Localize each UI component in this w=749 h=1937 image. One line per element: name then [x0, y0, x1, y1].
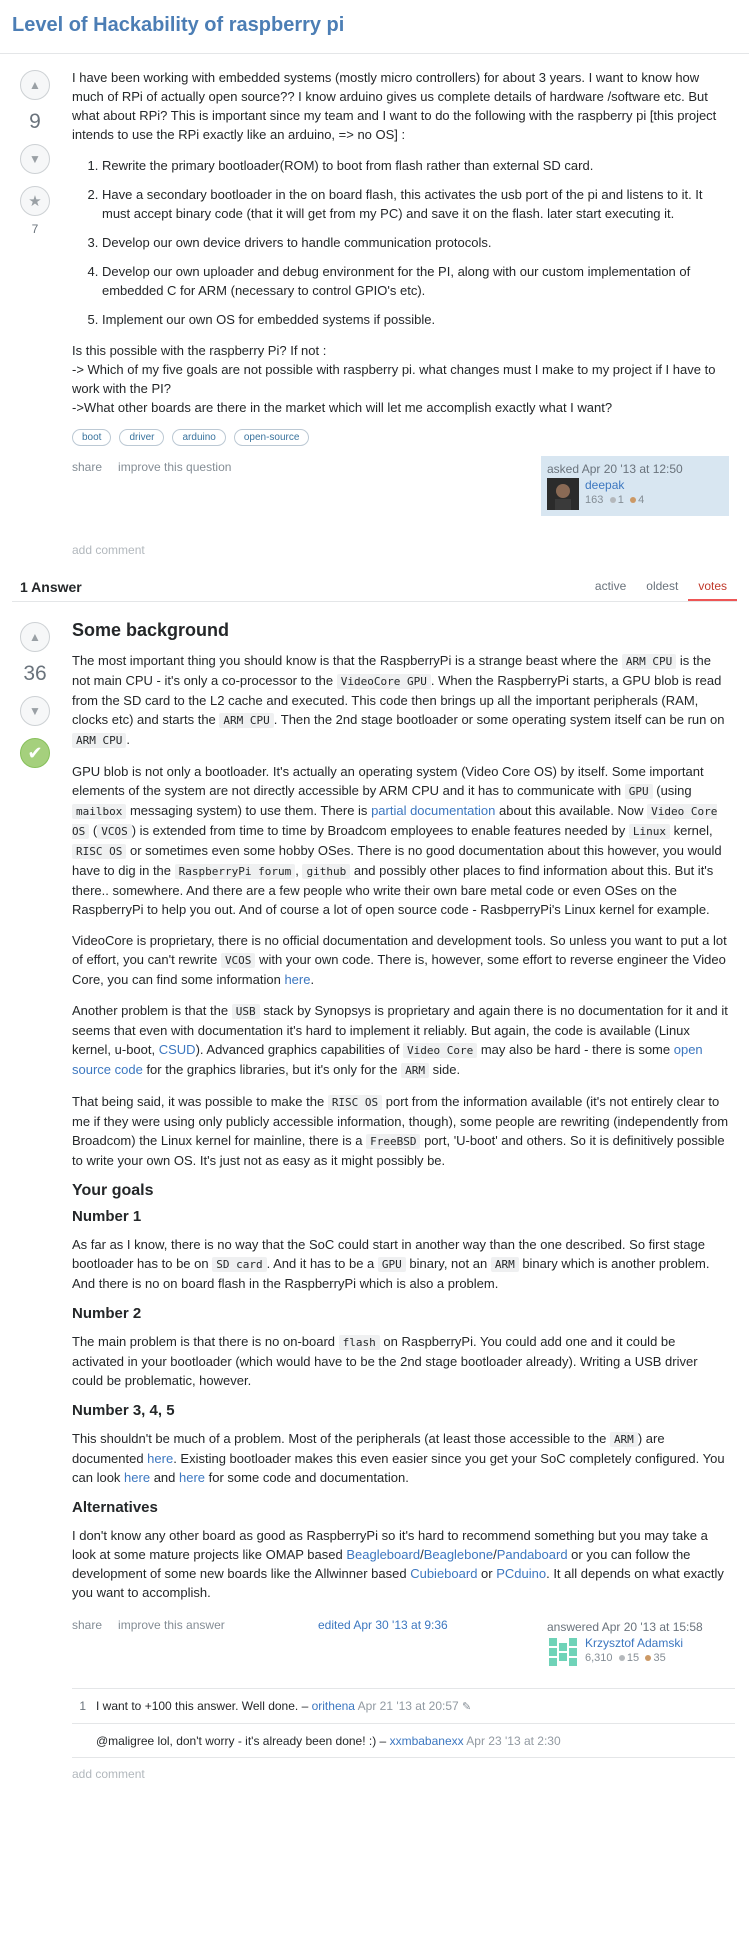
- answer-paragraph: GPU blob is not only a bootloader. It's actually an operating system (Video Core OS) by itself. Some important elements of the system are not directly accessible by ARM CPU and it has to communicate with GPU (using mailbox messaging system) to use them. There is partial documentation about this available. Now Video Core OS ( VCOS ) is extended from time to time by Broadcom employees to enable features needed by Linux kernel, RISC OS or sometimes even some hobby OSes. There is no good documentation about this however, you would have to dig in the RaspberryPi forum , github and possibly other places to find information about this. But it's there.. somewhere. And there are a few people who write their own bare metal code or even OSes on the RaspberryPi to help you out. And of course a lot of open source code - RasbperryPi's Linux kernel for example.: [72, 764, 722, 917]
- tab-active[interactable]: active: [594, 579, 627, 593]
- add-comment-link[interactable]: add comment: [72, 543, 145, 557]
- answer-add-comment-row: [72, 1757, 735, 1781]
- bronze-badge-icon: [630, 497, 636, 503]
- answer-vote-cell: [12, 620, 58, 1674]
- avatar[interactable]: [547, 1636, 579, 1668]
- goal-item: 1. Rewrite the primary bootloader(ROM) to boot from flash rather than external SD card.: [102, 156, 729, 175]
- vote-count: 9: [29, 110, 41, 133]
- pandaboard-link[interactable]: Pandaboard: [496, 1547, 568, 1562]
- tag-driver[interactable]: driver: [119, 429, 164, 446]
- pcduino-link[interactable]: PCduino: [496, 1566, 547, 1581]
- question-post: [0, 54, 749, 579]
- comment-date: Apr 23 '13 at 2:30: [466, 1734, 561, 1748]
- user-row: [547, 1636, 723, 1668]
- tag-list: [72, 429, 729, 446]
- tab-oldest[interactable]: oldest: [646, 579, 679, 593]
- comment-user-link[interactable]: orithena: [311, 1699, 355, 1713]
- downvote-button[interactable]: [20, 144, 50, 174]
- heading-number-3-4-5: Number 3, 4, 5: [72, 1402, 175, 1419]
- beaglebone-link[interactable]: Beaglebone: [423, 1547, 494, 1562]
- silver-count: 15: [626, 1652, 640, 1664]
- goal-item: 3. Develop our own device drivers to handle communication protocols.: [102, 233, 729, 252]
- user-link[interactable]: deepak: [585, 478, 625, 492]
- heading-some-background: Some background: [72, 620, 230, 640]
- user-details: [585, 1636, 683, 1664]
- upvote-button[interactable]: [20, 70, 50, 100]
- arrow-down-icon: ▼: [29, 704, 41, 718]
- tab-votes[interactable]: votes: [688, 579, 737, 601]
- answer-paragraph: I don't know any other board as good as RaspberryPi so it's hard to recommend something but you may take a look at some mature projects like OMAP based Beagleboard/Beaglebone/Pandaboard or you can follow the development of some new boards like the Allwinner based Cubieboard or PCduino. It all depends on what exactly you want to accomplish.: [72, 1528, 724, 1600]
- comment-score: [72, 1733, 86, 1749]
- question-title[interactable]: Level of Hackability of raspberry pi: [0, 0, 749, 54]
- silver-badge-icon: [619, 1655, 625, 1661]
- downvote-button[interactable]: [20, 696, 50, 726]
- question-meta: [72, 456, 729, 516]
- share-link[interactable]: share: [72, 1618, 103, 1632]
- upvote-button[interactable]: [20, 622, 50, 652]
- goal-item: 5. Implement our own OS for embedded systems if possible.: [102, 310, 729, 329]
- question-outro: Is this possible with the raspberry Pi? If not : -> Which of my five goals are not possible with raspberry pi. what changes must I make to my project if I have to work with the PI? ->What other boards are there in the market which will let me accomplish exactly what I want?: [72, 343, 716, 415]
- accepted-answer-icon: ✔: [20, 738, 50, 768]
- favorite-button[interactable]: [20, 186, 50, 216]
- avatar[interactable]: [547, 478, 579, 510]
- sort-tabs: [585, 579, 737, 601]
- comment-user-link[interactable]: xxmbabanexx: [389, 1734, 464, 1748]
- add-comment-link[interactable]: add comment: [72, 1767, 145, 1781]
- question-vote-cell: [12, 68, 58, 579]
- here-link[interactable]: here: [124, 1470, 151, 1485]
- question-add-comment-row: [72, 516, 729, 579]
- question-actions: [72, 456, 231, 474]
- silver-count: 1: [617, 494, 624, 506]
- improve-question-link[interactable]: improve this question: [118, 460, 232, 474]
- comment-score: 1: [79, 1699, 86, 1713]
- user-link[interactable]: Krzysztof Adamski: [584, 1636, 684, 1650]
- answer-body: [58, 620, 737, 1674]
- csud-link[interactable]: CSUD: [158, 1042, 196, 1057]
- comment-date: Apr 21 '13 at 20:57: [357, 1699, 459, 1713]
- edited-link[interactable]: edited Apr 30 '13 at 9:36: [318, 1618, 448, 1632]
- answer-meta: [72, 1614, 729, 1674]
- user-row: [547, 478, 723, 510]
- goal-item: 4. Develop our own uploader and debug environment for the PI, along with our custom implementation of embedded C for ARM (necessary to control GPIO's etc).: [102, 262, 729, 300]
- answer-paragraph: VideoCore is proprietary, there is no official documentation and development tools. So unless you want to put a lot of effort, you can't rewrite VCOS with your own code. There is, however, some effort to reverse engineer the Video Core, you can find some information here.: [72, 933, 727, 987]
- goal-item: 2. Have a secondary bootloader in the on board flash, this activates the usb port of the pi and listens to it. It must accept binary code (that it will get from my PC) and save it on the flash. later start executing it.: [102, 185, 729, 223]
- bronze-badge-icon: [645, 1655, 651, 1661]
- asker-card: [541, 456, 729, 516]
- share-link[interactable]: share: [72, 460, 103, 474]
- here-link[interactable]: here: [179, 1470, 206, 1485]
- comment-body: I want to +100 this answer. Well done. – orithena Apr 21 '13 at 20:57 ✎: [96, 1699, 472, 1713]
- answer-paragraph: That being said, it was possible to make the RISC OS port from the information available (it's not entirely clear to me if they were using only publicly accessible information, though), some people are rewriting (independently from Broadcom) the Linux kernel for mainline, there is a FreeBSD port, 'U-boot' and others. So it is definitively possible to write your own OS. It's just not as easy as it might possibly be.: [72, 1094, 729, 1168]
- beagleboard-link[interactable]: Beagleboard: [346, 1547, 421, 1562]
- reputation: 6,310: [584, 1652, 613, 1664]
- answer-actions: [72, 1614, 225, 1632]
- comment: [72, 1688, 735, 1723]
- comment-list: [72, 1688, 735, 1781]
- question-intro: I have been working with embedded systems (mostly micro controllers) for about 3 years. I want to know how much of RPi of actually open source?? I know arduino gives us complete details of hardware /software etc. But what about RPi? This is important since my team and I want to do the following with the raspberry pi [this project intends to use the RPi exactly like an arduino, => no OS] :: [72, 70, 717, 142]
- comment-body: @maligree lol, don't worry - it's already been done! :) – xxmbabanexx Apr 23 '13 at 2:30: [96, 1734, 561, 1748]
- improve-answer-link[interactable]: improve this answer: [118, 1618, 225, 1632]
- heading-your-goals: Your goals: [72, 1182, 154, 1199]
- answered-date: answered Apr 20 '13 at 15:58: [546, 1620, 703, 1634]
- answers-header: [12, 579, 737, 602]
- asked-date: asked Apr 20 '13 at 12:50: [547, 462, 683, 476]
- reputation: 163: [585, 494, 604, 506]
- bronze-count: 4: [638, 494, 645, 506]
- tag-arduino[interactable]: arduino: [172, 429, 225, 446]
- tag-open-source[interactable]: open-source: [234, 429, 310, 446]
- question-body: [58, 68, 737, 579]
- answerer-card: [541, 1614, 729, 1674]
- goals-list: [72, 156, 729, 329]
- tag-boot[interactable]: boot: [72, 429, 111, 446]
- answer-post: [0, 602, 749, 1674]
- answer-paragraph: The main problem is that there is no on-board flash on RaspberryPi. You could add one and it could be activated in your bootloader (which would have to be the 2nd stage bootloader already). Writing a USB driver could be problematic, however.: [72, 1334, 698, 1388]
- answer-paragraph: As far as I know, there is no way that the SoC could start in another way than the one described. So first stage bootloader has to be on SD card . And it has to be a GPU binary, not an ARM binary which is another problem. And there is no on board flash in the RaspberryPi which is also a problem.: [72, 1237, 710, 1291]
- heading-alternatives: Alternatives: [72, 1499, 158, 1516]
- bronze-count: 35: [653, 1652, 666, 1664]
- answer-paragraph: This shouldn't be much of a problem. Most of the peripherals (at least those accessible to the ARM ) are documented here. Existing bootloader makes this even easier since you get your SoC completely configured. You can look here and here for some code and documentation.: [72, 1431, 725, 1485]
- user-details: [585, 478, 644, 506]
- partial-documentation-link[interactable]: partial documentation: [371, 803, 496, 818]
- answer-paragraph: The most important thing you should know is that the RaspberryPi is a strange beast where the ARM CPU is the not main CPU - it's only a co-processor to the VideoCore GPU . When the RaspberryPi starts, a GPU blob is read from the SD card to the L2 cache and executed. This code then brings up all the important peripherals (RAM, clocks etc) and starts the ARM CPU . Then the 2nd stage bootloader or some operating system itself can be run on ARM CPU .: [72, 653, 725, 747]
- answer-paragraph: Another problem is that the USB stack by Synopsys is proprietary and again there is no documentation for it and it seems that even with documentation it's hard to implement it reliably. But again, the code is available (Linux kernel, u-boot, CSUD). Advanced graphics capabilities of Video Core may also be hard - there is some open source code for the graphics libraries, but it's only for the ARM side.: [72, 1003, 728, 1077]
- here-link[interactable]: here: [284, 972, 311, 987]
- open-source-code-link[interactable]: open source code: [72, 1042, 703, 1077]
- silver-badge-icon: [610, 497, 616, 503]
- comment: [72, 1723, 735, 1757]
- arrow-down-icon: ▼: [29, 152, 41, 166]
- heading-number-1: Number 1: [72, 1208, 142, 1225]
- star-icon: ★: [28, 193, 42, 210]
- cubieboard-link[interactable]: Cubieboard: [410, 1566, 478, 1581]
- answer-count: 1 Answer: [20, 579, 82, 595]
- favorite-count: 7: [31, 222, 39, 236]
- heading-number-2: Number 2: [72, 1305, 142, 1322]
- arrow-up-icon: ▲: [29, 630, 41, 644]
- pencil-icon[interactable]: ✎: [462, 1701, 472, 1713]
- here-link[interactable]: here: [147, 1451, 174, 1466]
- arrow-up-icon: ▲: [29, 78, 41, 92]
- vote-count: 36: [23, 662, 47, 685]
